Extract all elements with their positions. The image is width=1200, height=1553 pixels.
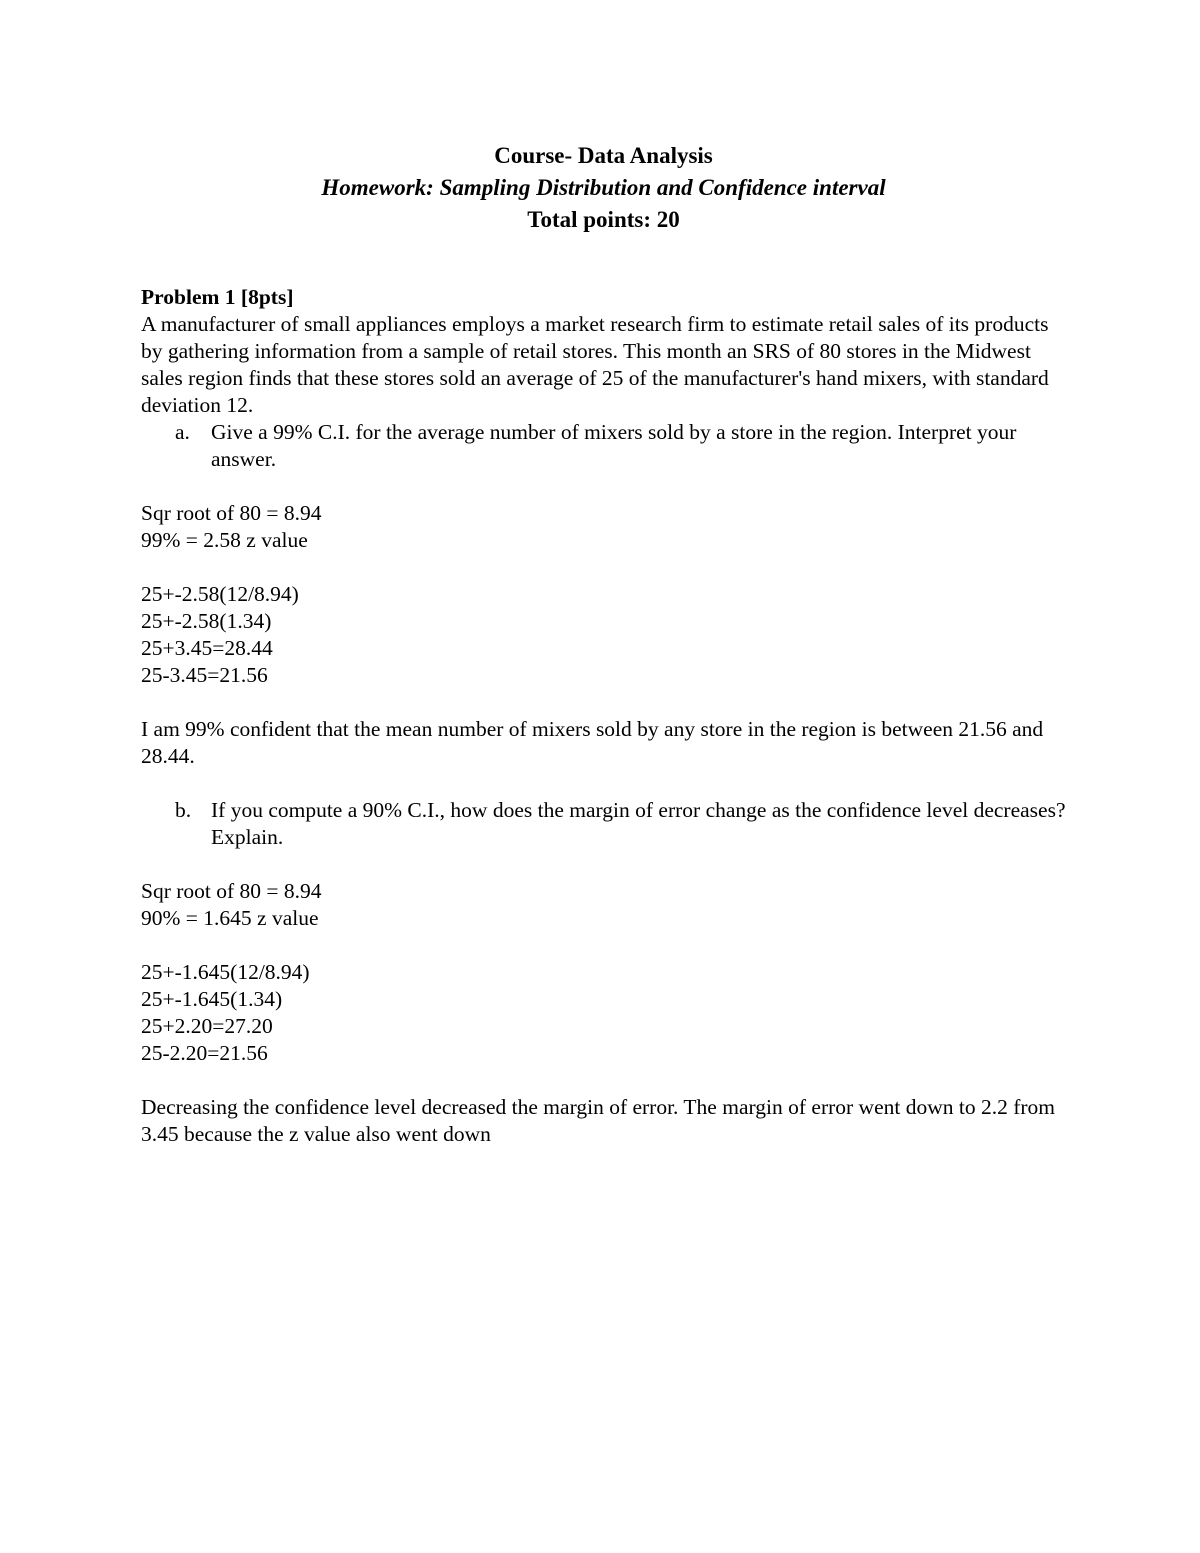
part-b-marker: b.: [175, 798, 192, 822]
part-a-calc-line: 25+-2.58(1.34): [141, 609, 272, 633]
total-points: Total points: 20: [527, 207, 680, 232]
part-a-calc-line: 25+-2.58(12/8.94): [141, 582, 299, 606]
document-content: [141, 140, 1066, 1148]
part-a-calc-line: 25+3.45=28.44: [141, 636, 273, 660]
part-a-calc-line: 25-3.45=21.56: [141, 663, 268, 687]
part-a-marker: a.: [175, 420, 190, 444]
part-a-question: Give a 99% C.I. for the average number of mixers sold by a store in the region. Interpret your answer.: [211, 420, 1017, 471]
problem-1-title: Problem 1 [8pts]: [141, 285, 294, 309]
part-a-question-item: [141, 419, 1066, 473]
part-b-work-line: Sqr root of 80 = 8.94: [141, 879, 322, 903]
part-b-calc-line: 25+-1.645(1.34): [141, 987, 283, 1011]
part-b-calc-line: 25+2.20=27.20: [141, 1014, 273, 1038]
homework-title: Homework: Sampling Distribution and Confidence interval: [321, 175, 886, 200]
part-a-work-line: 99% = 2.58 z value: [141, 528, 308, 552]
part-a-conclusion: I am 99% confident that the mean number of mixers sold by any store in the region is between 21.56 and 28.44.: [141, 717, 1044, 768]
part-a-work-line: Sqr root of 80 = 8.94: [141, 501, 322, 525]
problem-1-description: A manufacturer of small appliances employs a market research firm to estimate retail sales of its products by gathering information from a sample of retail stores. This month an SRS of 80 stores in the Midwest sales region finds that these stores sold an average of 25 of the manufacturer's hand mixers, with standard deviation 12.: [141, 312, 1049, 417]
course-title: Course- Data Analysis: [494, 143, 713, 168]
part-b-conclusion: Decreasing the confidence level decreased the margin of error. The margin of error went down to 2.2 from 3.45 because the z value also went down: [141, 1095, 1056, 1146]
part-b-question: If you compute a 90% C.I., how does the margin of error change as the confidence level decreases? Explain.: [211, 798, 1066, 849]
part-b-calc-line: 25+-1.645(12/8.94): [141, 960, 310, 984]
part-b-question-item: [141, 797, 1066, 851]
document-header: [141, 140, 1066, 236]
part-b-calc-line: 25-2.20=21.56: [141, 1041, 268, 1065]
part-b-work-line: 90% = 1.645 z value: [141, 906, 319, 930]
